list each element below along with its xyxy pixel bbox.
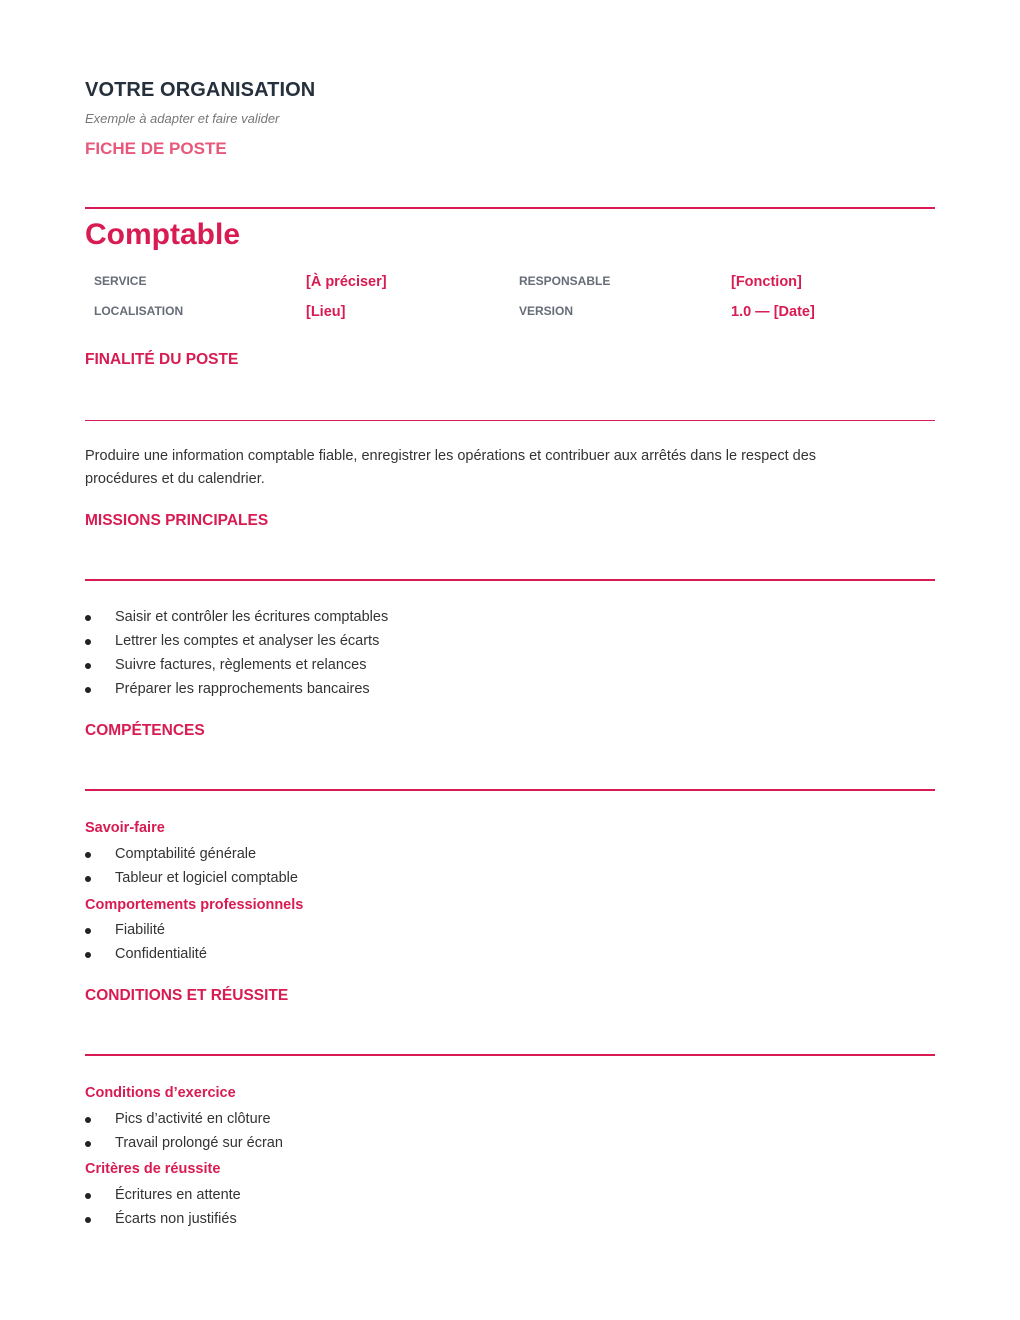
list-item: Tableur et logiciel comptable	[85, 866, 298, 890]
location-value: [Lieu]	[306, 304, 346, 320]
success-title: Critères de réussite	[85, 1161, 221, 1177]
list-item: Suivre factures, règlements et relances	[85, 653, 388, 677]
service-label: SERVICE	[94, 274, 147, 288]
missions-list	[85, 605, 388, 701]
purpose-divider	[85, 420, 935, 421]
manager-label: RESPONSABLE	[519, 274, 611, 288]
know-how-title: Savoir-faire	[85, 820, 165, 836]
bullet-icon	[85, 639, 91, 645]
list-item: Lettrer les comptes et analyser les écarts	[85, 629, 388, 653]
list-item: Saisir et contrôler les écritures comptables	[85, 605, 388, 629]
service-value: [À préciser]	[306, 274, 387, 290]
missions-title: MISSIONS PRINCIPALES	[85, 512, 269, 529]
success-list	[85, 1183, 241, 1231]
bullet-icon	[85, 852, 91, 858]
title-divider	[85, 207, 935, 209]
bullet-icon	[85, 663, 91, 669]
organization-name: VOTRE ORGANISATION	[85, 79, 316, 101]
list-item: Confidentialité	[85, 942, 207, 966]
bullet-icon	[85, 928, 91, 934]
document-type: FICHE DE POSTE	[85, 139, 227, 158]
location-label: LOCALISATION	[94, 304, 184, 318]
manager-value: [Fonction]	[731, 274, 802, 290]
skills-divider	[85, 789, 935, 791]
exercise-list	[85, 1107, 283, 1155]
list-item: Préparer les rapprochements bancaires	[85, 677, 388, 701]
job-title: Comptable	[85, 218, 241, 251]
purpose-text: Produire une information comptable fiable, enregistrer les opérations et contribuer aux arrêtés dans le respect des procédures et du calendrier.	[85, 448, 817, 487]
list-item: Écarts non justifiés	[85, 1207, 241, 1231]
bullet-icon	[85, 687, 91, 693]
purpose-title: FINALITÉ DU POSTE	[85, 351, 239, 368]
bullet-icon	[85, 952, 91, 958]
missions-divider	[85, 579, 935, 581]
conditions-title: CONDITIONS ET RÉUSSITE	[85, 987, 289, 1004]
bullet-icon	[85, 1117, 91, 1123]
skills-title: COMPÉTENCES	[85, 722, 205, 739]
list-item: Comptabilité générale	[85, 842, 298, 866]
list-item: Écritures en attente	[85, 1183, 241, 1207]
list-item: Fiabilité	[85, 918, 207, 942]
version-value: 1.0 — [Date]	[731, 304, 815, 320]
list-item: Pics d’activité en clôture	[85, 1107, 283, 1131]
bullet-icon	[85, 876, 91, 882]
bullet-icon	[85, 615, 91, 621]
bullet-icon	[85, 1193, 91, 1199]
behaviors-list	[85, 918, 207, 966]
list-item: Travail prolongé sur écran	[85, 1131, 283, 1155]
bullet-icon	[85, 1217, 91, 1223]
know-how-list	[85, 842, 298, 890]
behaviors-title: Comportements professionnels	[85, 897, 304, 913]
document-subtitle: Exemple à adapter et faire valider	[85, 111, 280, 126]
conditions-divider	[85, 1054, 935, 1056]
version-label: VERSION	[519, 304, 574, 318]
bullet-icon	[85, 1141, 91, 1147]
exercise-title: Conditions d’exercice	[85, 1085, 236, 1101]
